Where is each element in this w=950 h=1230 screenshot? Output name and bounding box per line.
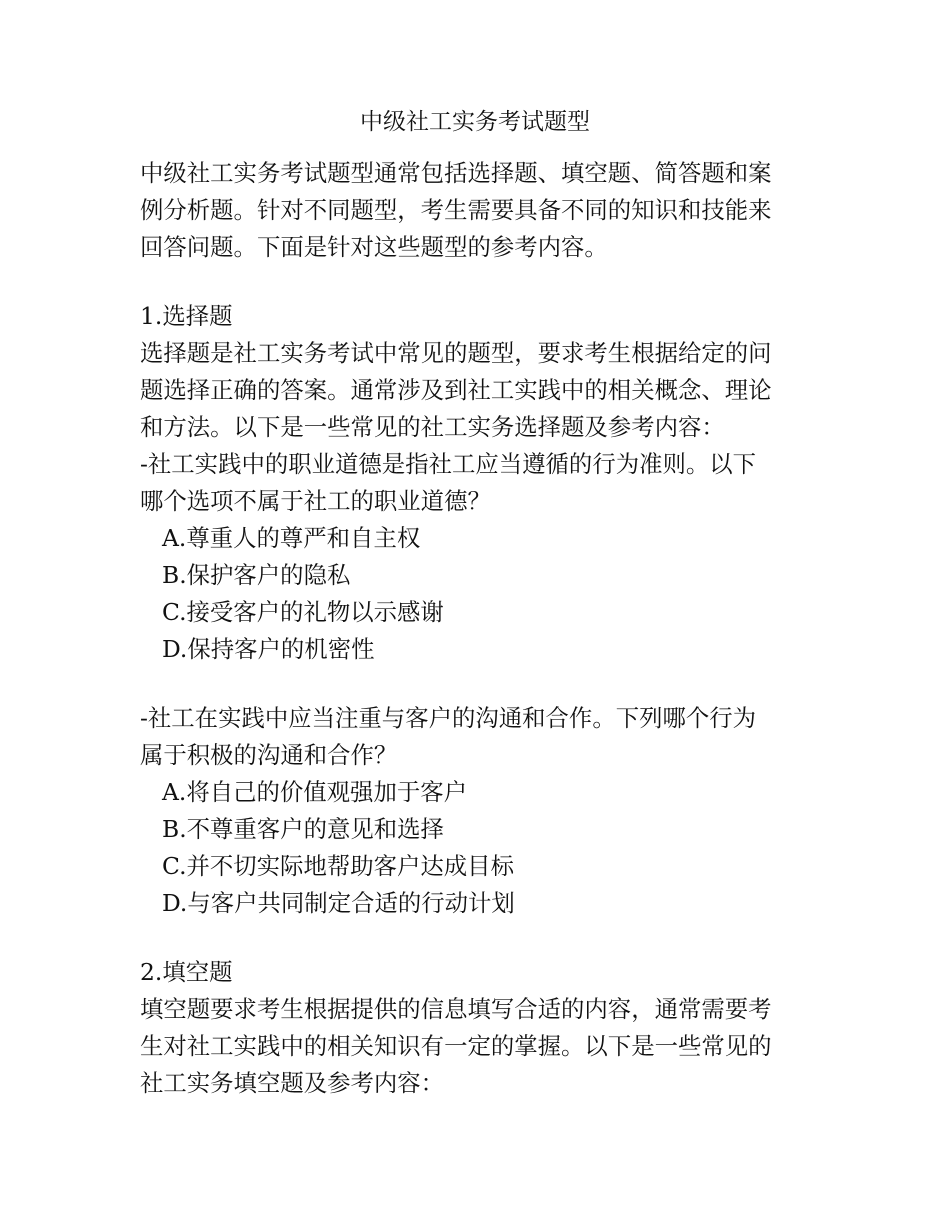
- question1-option: B.保护客户的隐私: [162, 561, 351, 589]
- question2-option: C.并不切实际地帮助客户达成目标: [162, 852, 514, 880]
- intro-line: 中级社工实务考试题型通常包括选择题、填空题、简答题和案: [140, 159, 772, 187]
- question2-option: D.与客户共同制定合适的行动计划: [162, 889, 515, 917]
- intro-line: 回答问题。下面是针对这些题型的参考内容。: [140, 233, 608, 261]
- section1-paragraph-line: 选择题是社工实务考试中常见的题型，要求考生根据给定的问: [140, 339, 772, 367]
- section1-paragraph-line: 和方法。以下是一些常见的社工实务选择题及参考内容：: [140, 413, 725, 441]
- question1-option: A.尊重人的尊严和自主权: [162, 524, 421, 552]
- section2-paragraph-line: 生对社工实践中的相关知识有一定的掌握。以下是一些常见的: [140, 1032, 772, 1060]
- paragraph-spacer: [140, 668, 820, 700]
- section-heading-fill-in: 2.填空题: [140, 958, 233, 986]
- question2-stem-line: 属于积极的沟通和合作？: [140, 741, 398, 769]
- paragraph-spacer: [140, 266, 820, 298]
- question1-option: C.接受客户的礼物以示感谢: [162, 598, 444, 626]
- question2-option: B.不尊重客户的意见和选择: [162, 815, 444, 843]
- document-body: [140, 155, 820, 1102]
- paragraph-spacer: [140, 922, 820, 954]
- document-title: 中级社工实务考试题型: [360, 109, 590, 135]
- question1-stem-line: 哪个选项不属于社工的职业道德？: [140, 487, 491, 515]
- intro-line: 例分析题。针对不同题型，考生需要具备不同的知识和技能来: [140, 196, 772, 224]
- question2-stem-line: -社工在实践中应当注重与客户的沟通和合作。下列哪个行为: [140, 704, 757, 732]
- question1-option: D.保持客户的机密性: [162, 635, 375, 663]
- question2-option: A.将自己的价值观强加于客户: [162, 778, 468, 806]
- section-heading-choice: 1.选择题: [140, 302, 233, 330]
- question1-stem-line: -社工实践中的职业道德是指社工应当遵循的行为准则。以下: [140, 450, 757, 478]
- section2-paragraph-line: 社工实务填空题及参考内容：: [140, 1069, 445, 1097]
- section1-paragraph-line: 题选择正确的答案。通常涉及到社工实践中的相关概念、理论: [140, 376, 772, 404]
- section2-paragraph-line: 填空题要求考生根据提供的信息填写合适的内容，通常需要考: [140, 995, 772, 1023]
